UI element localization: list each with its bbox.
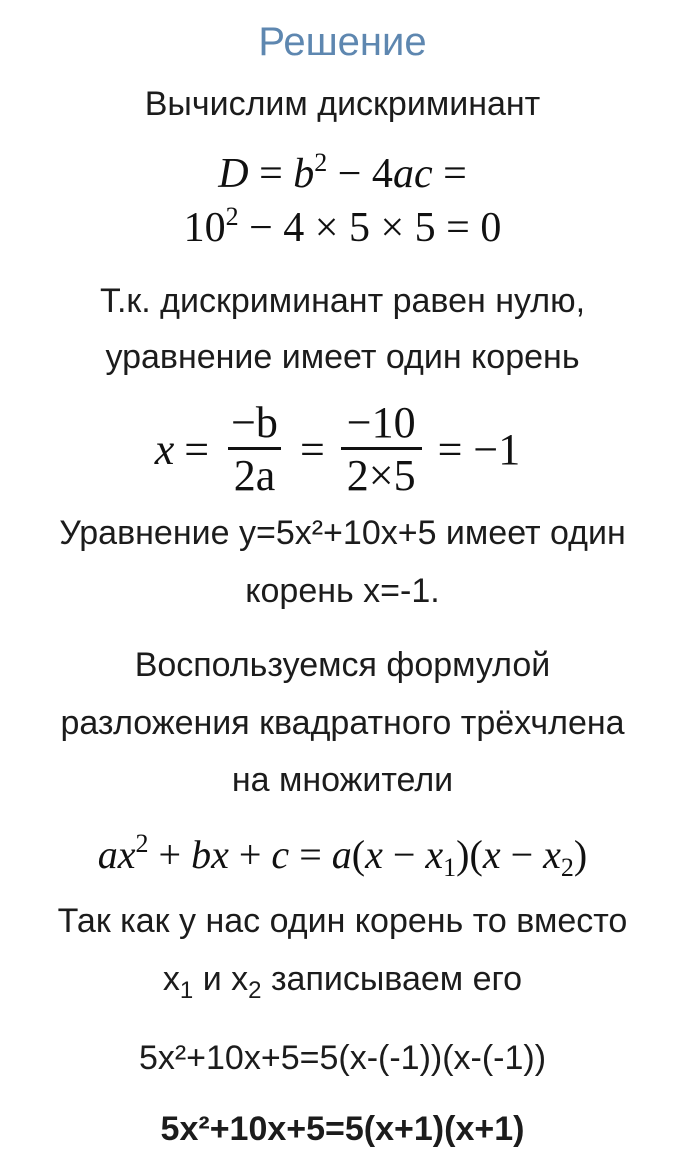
note-and-x: и x [193, 960, 249, 998]
note-text-line2 [0, 960, 685, 1010]
math-plus: + [228, 832, 272, 877]
expansion-formula: 5x²+10x+5=5(x-(-1))(x-(-1)) [138, 1039, 547, 1077]
note-rest: записываем его [261, 960, 523, 998]
math-var-b: b [293, 151, 315, 197]
math-exponent: 2 [135, 829, 149, 858]
factorization-text-line1: Воспользуемся формулой [134, 646, 551, 684]
math-var-x1: x [425, 832, 444, 877]
discriminant-formula-line2 [0, 202, 685, 251]
math-eq: = [184, 424, 210, 474]
step-compute-discriminant: Вычислим дискриминант [144, 85, 541, 123]
math-eq: = [299, 424, 325, 474]
math-var-x: x [154, 424, 175, 474]
fraction-numeric [341, 397, 422, 500]
math-minus-four: − 4 [327, 151, 393, 197]
fraction-numerator: −b [231, 397, 278, 447]
math-minus: − [382, 832, 426, 877]
math-var-x: x [365, 832, 383, 877]
fraction-denominator: 2a [228, 447, 282, 498]
note-text-line1: Так как у нас один корень то вместо [57, 902, 628, 940]
math-minus: − [500, 832, 544, 877]
math-subscript: 2 [560, 853, 574, 882]
math-var-ac: ac [392, 151, 433, 197]
factorization-text-line2: разложения квадратного трёхчлена [60, 704, 625, 742]
math-eq: = [248, 151, 294, 197]
section-title: Решение [258, 20, 427, 64]
discriminant-zero-text-line1: Т.к. дискриминант равен нулю, [99, 282, 586, 320]
math-exponent: 2 [225, 202, 239, 231]
math-var-x: x [482, 832, 501, 877]
math-base: 10 [183, 205, 226, 251]
note-subscript: 1 [179, 977, 194, 1004]
math-eq: = [432, 151, 467, 197]
result-text-line2: корень x=-1. [245, 572, 440, 610]
math-eq: = [289, 832, 332, 877]
fraction-denominator: 2×5 [341, 447, 422, 498]
note-x: x [162, 960, 180, 998]
fraction-numerator: −10 [346, 397, 416, 447]
math-paren: ) [573, 832, 588, 877]
math-var-D: D [218, 151, 249, 197]
factorization-text-line3: на множители [231, 761, 454, 799]
math-paren: ( [351, 832, 366, 877]
math-result: = −1 [437, 424, 521, 474]
discriminant-zero-text-line2: уравнение имеет один корень [105, 338, 580, 376]
math-var-a: a [331, 832, 352, 877]
math-subscript: 1 [443, 853, 457, 882]
discriminant-formula-line1 [0, 148, 685, 197]
root-formula [0, 397, 685, 500]
final-answer: 5x²+10x+5=5(x+1)(x+1) [160, 1110, 525, 1148]
factorization-formula [0, 829, 685, 882]
math-var-c: c [271, 832, 290, 877]
math-computation: − 4 × 5 × 5 = 0 [238, 205, 502, 251]
math-var-ax: ax [97, 832, 136, 877]
result-text-line1: Уравнение y=5x²+10x+5 имеет один [59, 514, 626, 552]
math-exponent: 2 [314, 148, 328, 177]
math-var-bx: bx [191, 832, 229, 877]
math-var-x2: x [543, 832, 561, 877]
math-paren: )( [456, 832, 483, 877]
math-plus: + [148, 832, 192, 877]
note-subscript: 2 [248, 977, 262, 1004]
fraction-general [225, 397, 284, 500]
